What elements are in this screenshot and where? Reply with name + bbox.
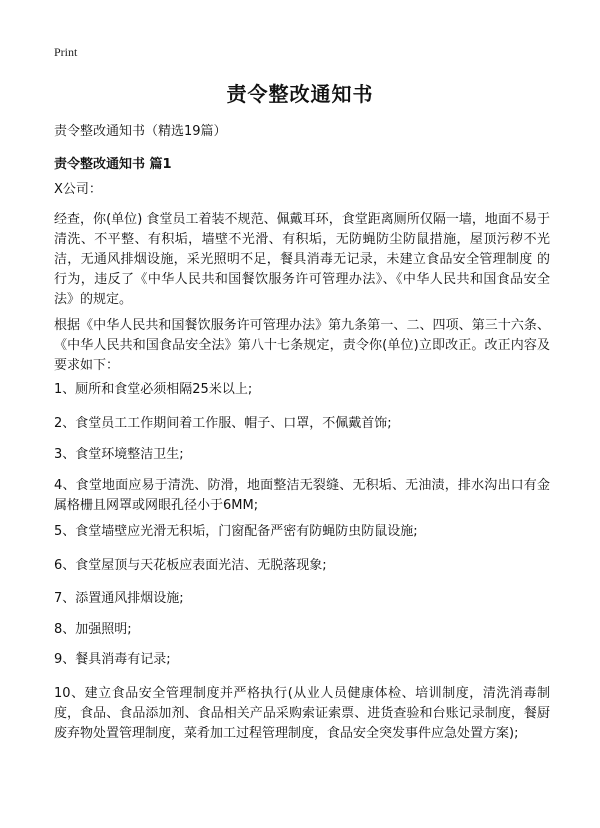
list-item: 3、食堂环境整洁卫生;: [54, 447, 184, 462]
list-item: 8、加强照明;: [54, 622, 132, 637]
print-label: Print: [54, 45, 78, 59]
list-item: 1、厕所和食堂必须相隔25米以上;: [54, 382, 253, 397]
list-item: 10、建立食品安全管理制度并严格执行(从业人员健康体检、培训制度，清洗消毒制度，食品、食品添加剂、食品相关产品采购索证索票、进货查验和台账记录制度，餐厨废弃物处置管理制度，菜肴加工过程管理制度，食品安全突发事件应急处置方案);: [54, 686, 550, 741]
list-item: 5、食堂墙壁应光滑无积垢，门窗配备严密有防蝇防虫防鼠设施;: [54, 524, 418, 539]
list-item: 4、食堂地面应易于清洗、防滑，地面整洁无裂缝、无积垢、无油渍，排水沟出口有金属格栅且网罩或网眼孔径小于6MM;: [54, 478, 550, 513]
list-item: 2、食堂员工工作期间着工作服、帽子、口罩，不佩戴首饰;: [54, 416, 392, 431]
paragraph-legal-basis: 根据《中华人民共和国餐饮服务许可管理办法》第九条第一、二、四项、第三十六条、《中华人民共和国食品安全法》第八十七条规定，责令你(单位)立即改正。改正内容及要求如下：: [54, 318, 550, 373]
document-title: 责令整改通知书: [226, 82, 374, 106]
paragraph-findings: 经查，你(单位) 食堂员工着装不规范、佩戴耳环，食堂距离厕所仅隔一墙，地面不易于清洗、不平整、有积垢，墙壁不光滑、有积垢，无防蝇防尘防鼠措施，屋顶污秽不光洁，无通风排烟设施，采光照明不足，餐具消毒无记录，未建立食品安全管理制度 的行为，违反了《中华人民共和国餐饮服务许可管理办法》、《中华人民共和国食品安全法》的规定。: [54, 212, 550, 307]
list-item: 9、餐具消毒有记录;: [54, 652, 171, 667]
list-item: 7、添置通风排烟设施;: [54, 591, 184, 606]
list-item: 6、食堂屋顶与天花板应表面光洁、无脱落现象;: [54, 558, 327, 573]
section-heading: 责令整改通知书 篇1: [54, 157, 172, 172]
document-subtitle: 责令整改通知书（精选19篇）: [54, 124, 227, 139]
greeting-line: X公司：: [54, 182, 102, 197]
